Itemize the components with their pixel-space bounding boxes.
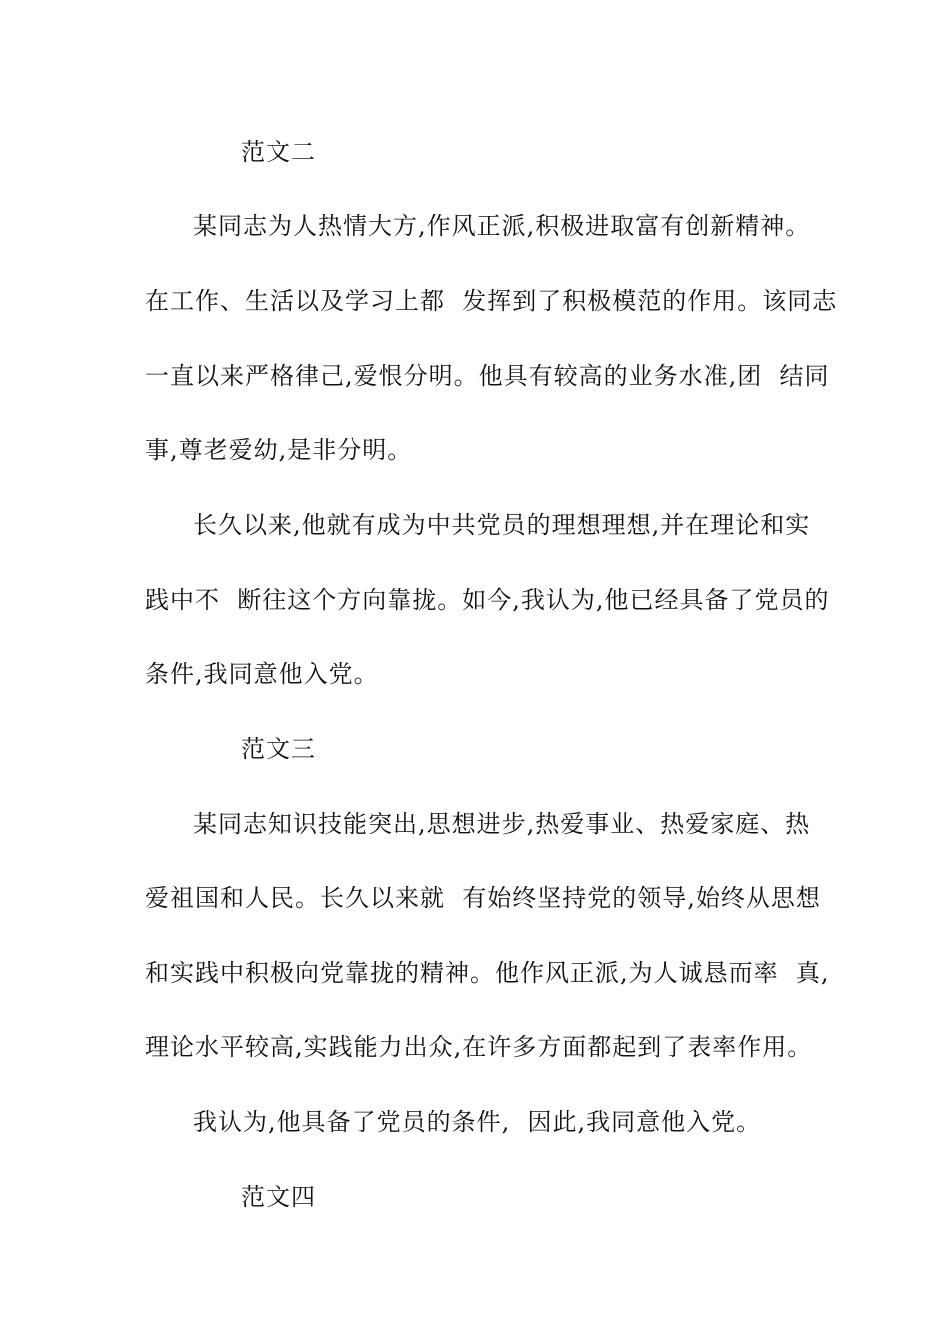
- heading-fanwen-2: 范文二: [241, 138, 316, 166]
- paragraph-2-line-3: 条件,我同意他入党。: [145, 660, 379, 688]
- paragraph-1-line-3: 一直以来严格律己,爱恨分明。他具有较高的业务水准,团 结同: [145, 362, 830, 390]
- heading-fanwen-3: 范文三: [241, 735, 316, 763]
- paragraph-2-line-1: 长久以来,他就有成为中共党员的理想理想,并在理论和实: [193, 511, 811, 539]
- paragraph-1-line-4: 事,尊老爱幼,是非分明。: [145, 436, 413, 464]
- paragraph-3-line-4: 理论水平较高,实践能力出众,在许多方面都起到了表率作用。: [145, 1033, 813, 1061]
- heading-fanwen-4: 范文四: [241, 1183, 316, 1211]
- paragraph-1-line-2: 在工作、生活以及学习上都 发挥到了积极模范的作用。该同志: [145, 287, 838, 315]
- paragraph-2-line-2: 践中不 断往这个方向靠拢。如今,我认为,他已经具备了党员的: [145, 586, 830, 614]
- paragraph-1-line-1: 某同志为人热情大方,作风正派,积极进取富有创新精神。: [193, 212, 811, 240]
- paragraph-3-line-1: 某同志知识技能突出,思想进步,热爱事业、热爱家庭、热: [193, 810, 811, 838]
- paragraph-3-line-2: 爱祖国和人民。长久以来就 有始终坚持党的领导,始终从思想: [145, 884, 821, 912]
- paragraph-4-line-1: 我认为,他具备了党员的条件, 因此,我同意他入党。: [193, 1108, 762, 1136]
- paragraph-3-line-3: 和实践中积极向党靠拢的精神。他作风正派,为人诚恳而率 真,: [145, 959, 830, 987]
